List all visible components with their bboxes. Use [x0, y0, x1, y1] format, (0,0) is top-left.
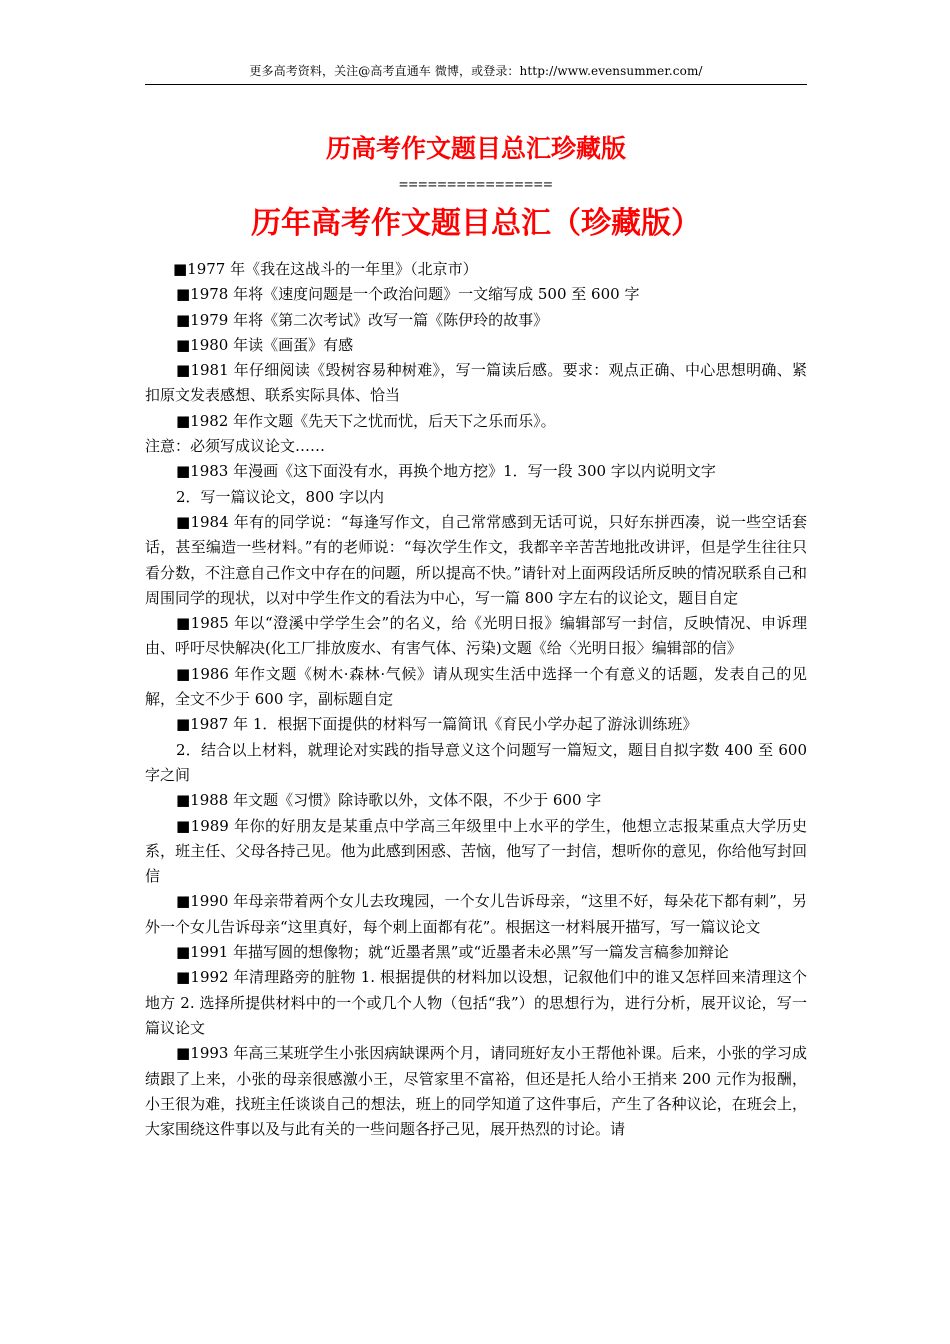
body-paragraph: ■1993 年高三某班学生小张因病缺课两个月，请同班好友小王帮他补课。后来，小张的学习成绩跟了上来，小张的母亲很感激小王，尽管家里不富裕，但还是托人给小王捎来 200 元作为报酬，小王很为难，找班主任谈谈自己的想法，班上的同学知道了这件事后，产生了各种议论，在班会上，大家围绕这件事以及与此有关的一些问题各抒己见，展开热烈的讨论。请 — [145, 1044, 807, 1139]
sub-title: 历年高考作文题目总汇（珍藏版） — [251, 206, 701, 241]
body-paragraph: ■1992 年清理路旁的脏物 1. 根据提供的材料加以设想，记叙他们中的谁又怎样回来清理这个地方 2. 选择所提供材料中的一个或几个人物（包括“我”）的思想行为，进行分析，展开议论，写一篇议论文 — [145, 968, 807, 1037]
body-paragraph: ■1988 年文题《习惯》除诗歌以外，文体不限，不少于 600 字 — [176, 791, 602, 810]
body-paragraph: ■1989 年你的好朋友是某重点中学高三年级里中上水平的学生，他想立志报某重点大学历史系，班主任、父母各持己见。他为此感到困惑、苦恼，他写了一封信，想听你的意见，你给他写封回信 — [145, 816, 807, 886]
body-paragraph: ■1979 年将《第二次考试》改写一篇《陈伊玲的故事》 — [176, 310, 549, 329]
body-paragraph: 2．写一篇议论文，800 字以内 — [176, 487, 384, 506]
body-paragraph: ■1984 年有的同学说：“每逢写作文，自己常常感到无话可说，只好东拼西凑，说一些空话套话，甚至编造一些材料。”有的老师说：“每次学生作文，我都辛辛苦苦地批改讲评，但是学生往往只看分数，不注意自己作文中存在的问题，所以提高不快。”请针对上面两段话所反映的情况联系自己和周围同学的现状，以对中学生作文的看法为中心，写一篇 800 字左右的议论文，题目自定 — [145, 512, 807, 607]
body-paragraph: ■1977 年《我在这战斗的一年里》（北京市） — [173, 260, 478, 278]
body-paragraph: ■1978 年将《速度问题是一个政治问题》一文缩写成 500 至 600 字 — [176, 285, 640, 304]
document-body — [145, 257, 807, 1142]
body-paragraph: ■1981 年仔细阅读《毁树容易种树难》，写一篇读后感。要求：观点正确、中心思想明确、紧扣原文发表感想、联系实际具体、恰当 — [145, 361, 807, 405]
body-paragraph: ■1987 年 1．根据下面提供的材料写一篇简讯《育民小学办起了游泳训练班》 — [176, 715, 698, 734]
body-paragraph: ■1985 年以“澄溪中学学生会”的名义，给《光明日报》编辑部写一封信，反映情况、申诉理由、呼吁尽快解决(化工厂排放废水、有害气体、污染)文题《给〈光明日报〉编辑部的信》 — [145, 614, 807, 658]
header-note: 更多高考资料，关注@高考直通车 微博，或登录：http://www.evensummer.com/ — [249, 64, 703, 78]
body-paragraph: 2．结合以上材料，就理论对实践的指导意义这个问题写一篇短文，题目自拟字数 400 至 600 字之间 — [145, 740, 807, 784]
body-paragraph: ■1991 年描写圆的想像物；就“近墨者黑”或“近墨者未必黑”写一篇发言稿参加辩论 — [176, 943, 729, 962]
body-paragraph: ■1986 年作文题《树木·森林·气候》请从现实生活中选择一个有意义的话题，发表自己的见解，全文不少于 600 字，副标题自定 — [145, 664, 807, 709]
main-title: 历高考作文题目总汇珍藏版 — [325, 134, 626, 163]
body-paragraph: ■1982 年作文题《先天下之忧而忧，后天下之乐而乐》。 — [176, 411, 556, 430]
title-separator: ================ — [398, 175, 554, 193]
body-paragraph: ■1983 年漫画《这下面没有水，再换个地方挖》1．写一段 300 字以内说明文字 — [176, 462, 716, 481]
body-paragraph: ■1980 年读《画蛋》有感 — [176, 335, 354, 354]
body-paragraph: 注意：必须写成议论文…… — [145, 437, 326, 456]
body-paragraph: ■1990 年母亲带着两个女儿去玫瑰园，一个女儿告诉母亲，“这里不好，每朵花下都有刺”，另外一个女儿告诉母亲“这里真好，每个刺上面都有花”。根据这一材料展开描写，写一篇议论文 — [145, 892, 807, 936]
header-divider — [145, 84, 807, 85]
